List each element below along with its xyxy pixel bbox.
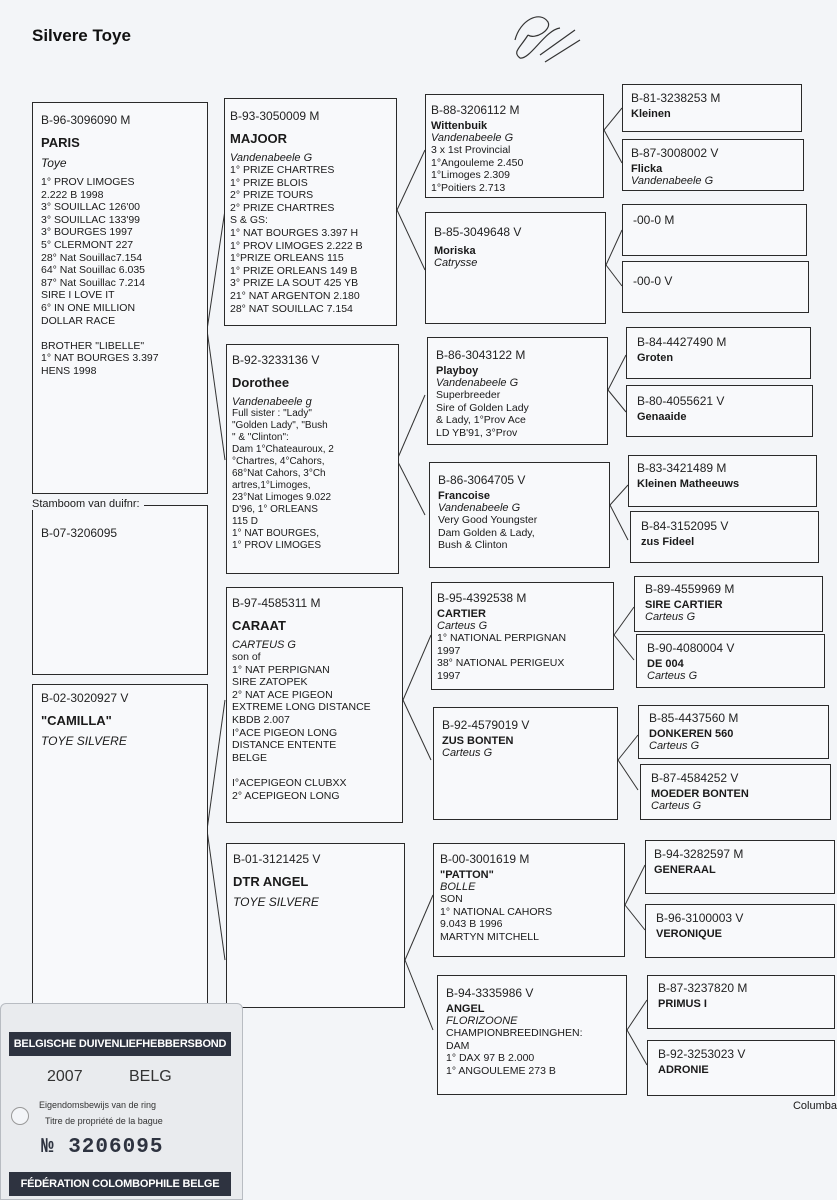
breeder-name: Catrysse [434, 257, 478, 269]
connector-line [207, 830, 225, 960]
gen4-box-2 [622, 139, 804, 191]
card-org-bottom: FÉDÉRATION COLOMBOPHILE BELGE [9, 1172, 231, 1196]
connector-line [405, 895, 433, 960]
gen4-box-8 [630, 511, 819, 563]
pigeon-name: Francoise [438, 490, 490, 502]
dam-dam-box [226, 843, 405, 1008]
gen4-box-3 [622, 204, 807, 256]
ring-number: B-00-3001619 M [440, 852, 530, 866]
ring-number: B-94-3282597 M [654, 847, 744, 861]
gen3-box-4 [429, 462, 610, 568]
pigeon-notes: Full sister : "Lady" "Golden Lady", "Bush " & "Clinton": Dam 1°Chateauroux, 2 °Chartres, 4°Cahors, 68°Nat Cahors, 3°Ch artres,1°Limoges, 23°Nat Limoges 9.022 D'96, 1° ORLEANS 115 D 1° NAT BOURGES, 1° PROV LIMOGES [232, 408, 334, 551]
connector-line [614, 635, 634, 660]
pigeon-name: Dorothee [232, 375, 290, 390]
card-line-nl: Eigendomsbewijs van de ring [39, 1100, 157, 1110]
connector-line [397, 395, 425, 460]
pigeon-name: ADRONIE [658, 1064, 709, 1076]
pigeon-notes: son of 1° NAT PERPIGNAN SIRE ZATOPEK 2° NAT ACE PIGEON EXTREME LONG DISTANCE KBDB 2.007 I°ACE PIGEON LONG DISTANCE ENTENTE BELGE I°ACEPIGEON CLUBXX 2° ACEPIGEON LONG [232, 651, 371, 802]
gen4-box-13 [645, 840, 835, 894]
pigeon-name: SIRE CARTIER [645, 599, 723, 611]
subject-breeder: Toye [41, 156, 67, 170]
connector-line [625, 865, 645, 905]
pigeon-name: MAJOOR [230, 131, 288, 146]
ring-number: B-01-3121425 V [233, 852, 321, 866]
pigeon-name: CARTIER [437, 608, 486, 620]
subject-name: PARIS [41, 135, 80, 150]
sire-dam-box [226, 344, 399, 574]
connector-line [604, 108, 622, 130]
gen3-box-1 [425, 94, 604, 198]
pigeon-name: Genaaide [637, 411, 687, 423]
gen4-box-6 [626, 385, 813, 437]
ring-number: B-87-3008002 V [631, 146, 719, 160]
pigeon-name: Flicka [631, 163, 663, 175]
connector-line [397, 210, 425, 270]
connector-line [207, 210, 225, 330]
ring-number: B-85-4437560 M [649, 711, 739, 725]
gen4-box-5 [626, 327, 811, 379]
stamboom-box [32, 505, 208, 675]
connector-line [403, 635, 431, 700]
breeder-name: Carteus G [437, 620, 488, 632]
gen3-box-6 [433, 707, 618, 820]
ring-number: B-81-3238253 M [631, 91, 721, 105]
signature-top [515, 17, 580, 62]
ring-number: -00-0 M [633, 213, 675, 227]
ring-number: B-87-3237820 M [658, 981, 748, 995]
ring-number: B-92-3233136 V [232, 353, 320, 367]
footer-brand: Columba [792, 1100, 837, 1112]
ring-number: B-93-3050009 M [230, 109, 320, 123]
page-title: Silvere Toye [32, 26, 131, 45]
connector-line [608, 355, 626, 390]
connector-line [405, 960, 433, 1030]
connector-line [627, 1030, 647, 1065]
breeder-name: Vandenabeele G [230, 152, 313, 164]
pigeon-notes: CHAMPIONBREEDINGHEN: DAM 1° DAX 97 B 2.000 1° ANGOULEME 273 B [446, 1027, 583, 1077]
ring-number: B-80-4055621 V [637, 394, 725, 408]
breeder-name: Vandenabeele G [431, 132, 514, 144]
pigeon-name: Playboy [436, 365, 479, 377]
breeder-name: CARTEUS G [232, 639, 296, 651]
connector-line [397, 150, 425, 210]
connector-line [625, 905, 645, 930]
gen3-box-7 [433, 843, 625, 957]
pigeon-name: Groten [637, 352, 674, 364]
ring-number: B-88-3206112 M [431, 103, 520, 117]
pigeon-name: Kleinen Matheeuws [637, 478, 740, 490]
gen4-box-16 [647, 1040, 835, 1096]
pigeon-name: DONKEREN 560 [649, 728, 734, 740]
connector-line [618, 735, 638, 760]
stamboom-ring: B-07-3206095 [41, 526, 118, 540]
connector-line [606, 230, 622, 265]
subject-pigeon-box [32, 102, 208, 494]
breeder-name: Vandenabeele G [438, 502, 521, 514]
gen4-box-7 [628, 455, 817, 507]
gen4-box-11 [638, 705, 829, 759]
pigeon-name: GENERAAL [654, 864, 716, 876]
ring-ownership-card [0, 1003, 243, 1200]
breeder-name: Carteus G [651, 800, 702, 812]
sire-box [224, 98, 397, 326]
breeder-name: Vandenabeele G [436, 377, 519, 389]
gen3-box-2 [425, 212, 606, 324]
card-country: BELG [129, 1068, 172, 1085]
pigeon-name: zus Fideel [641, 536, 695, 548]
gen4-box-10 [636, 634, 825, 688]
card-year: 2007 [47, 1068, 83, 1085]
breeder-name: Carteus G [649, 740, 700, 752]
pigeon-name: Kleinen [631, 108, 671, 120]
connector-line [610, 505, 628, 540]
ring-number: B-83-3421489 M [637, 461, 727, 475]
subject-notes: 1° PROV LIMOGES 2.222 B 1998 3° SOUILLAC 126'00 3° SOUILLAC 133'99 3° BOURGES 1997 5° CLERMONT 227 28° Nat Souillac7.154 64° Nat Souillac 6.035 87° Nat Souillac 7.214 SIRE I LOVE IT 6° IN ONE MILLION DOLLAR RACE BROTHER "LIBELLE" 1° NAT BOURGES 3.397 HENS 1998 [41, 176, 159, 377]
pigeon-name: DTR ANGEL [233, 874, 309, 889]
pigeon-notes: 1° PRIZE CHARTRES 1° PRIZE BLOIS 2° PRIZE TOURS 2° PRIZE CHARTRES S & GS: 1° NAT BOURGES 3.397 H 1° PROV LIMOGES 2.222 B 1°PRIZE ORLEANS 115 1° PRIZE ORLEANS 149 B 3° PRIZE LA SOUT 425 YB 21° NAT ARGENTON 2.180 28° NAT SOUILLAC 7.154 [230, 164, 363, 315]
gen3-box-5 [431, 582, 614, 690]
ring-number: B-92-4579019 V [442, 718, 530, 732]
pigeon-name: VERONIQUE [656, 928, 723, 940]
breeder-name: Carteus G [647, 670, 698, 682]
ring-number: B-86-3064705 V [438, 473, 526, 487]
breeder-name: Vandenabeele g [232, 396, 312, 408]
pigeon-name: ZUS BONTEN [442, 735, 514, 747]
gen3-box-8 [437, 975, 627, 1095]
gen3-box-3 [427, 337, 608, 445]
pigeon-name: Wittenbuik [431, 120, 488, 132]
connector-line [608, 390, 626, 412]
stamboom-legend: Stamboom van duifnr: [28, 498, 144, 510]
connector-line [403, 700, 431, 760]
breeder-name: FLORIZOONE [446, 1015, 518, 1027]
dam-ring: B-02-3020927 V [41, 691, 129, 705]
connector-line [604, 130, 622, 163]
pigeon-name: MOEDER BONTEN [651, 788, 749, 800]
ring-number: B-84-3152095 V [641, 519, 729, 533]
pigeon-notes: SON 1° NATIONAL CAHORS 9.043 B 1996 MARTYN MITCHELL [440, 893, 553, 943]
dam-breeder: TOYE SILVERE [41, 734, 127, 748]
gen4-box-12 [640, 764, 831, 820]
ring-number: -00-0 V [633, 274, 673, 288]
dam-name: "CAMILLA" [41, 713, 112, 728]
ring-number: B-87-4584252 V [651, 771, 739, 785]
ring-number: B-92-3253023 V [658, 1047, 746, 1061]
breeder-name: Carteus G [442, 747, 493, 759]
connector-line [207, 700, 225, 830]
gen4-box-4 [622, 261, 809, 313]
pigeon-name: DE 004 [647, 658, 684, 670]
ring-number: B-89-4559969 M [645, 582, 735, 596]
connector-line [618, 760, 638, 790]
breeder-name: Carteus G [645, 611, 696, 623]
dam-pigeon-box [32, 684, 208, 1014]
ring-number: B-85-3049648 V [434, 225, 522, 239]
card-punch-hole-icon [11, 1107, 29, 1125]
connector-line [606, 265, 622, 286]
connector-line [397, 460, 425, 515]
gen4-box-9 [634, 576, 823, 632]
pigeon-notes: Very Good Youngster Dam Golden & Lady, Bush & Clinton [438, 514, 538, 552]
ring-number: B-90-4080004 V [647, 641, 735, 655]
pigeon-name: PRIMUS I [658, 998, 707, 1010]
pigeon-notes: 1° NATIONAL PERPIGNAN 1997 38° NATIONAL PERIGEUX 1997 [437, 632, 567, 682]
ring-number: B-97-4585311 M [232, 596, 321, 610]
card-line-fr: Titre de propriété de la bague [45, 1116, 163, 1126]
pigeon-name: Moriska [434, 245, 476, 257]
ring-number: B-86-3043122 M [436, 348, 526, 362]
connector-line [614, 607, 634, 635]
ring-number: B-95-4392538 M [437, 591, 527, 605]
breeder-name: TOYE SILVERE [233, 895, 319, 909]
subject-ring: B-96-3096090 M [41, 113, 131, 127]
pigeon-name: "PATTON" [440, 869, 494, 881]
ring-number: B-94-3335986 V [446, 986, 534, 1000]
pigeon-name: ANGEL [446, 1003, 485, 1015]
ring-number: B-84-4427490 M [637, 335, 727, 349]
connector-line [207, 330, 225, 460]
connector-line [627, 1000, 647, 1030]
dam-sire-box [226, 587, 403, 823]
gen4-box-14 [645, 904, 835, 958]
connector-line [610, 485, 628, 505]
ring-number: B-96-3100003 V [656, 911, 744, 925]
breeder-name: BOLLE [440, 881, 476, 893]
breeder-name: Vandenabeele G [631, 175, 714, 187]
gen4-box-1 [622, 84, 802, 132]
pigeon-name: CARAAT [232, 618, 286, 633]
card-org-top: BELGISCHE DUIVENLIEFHEBBERSBOND [9, 1032, 231, 1056]
pigeon-notes: 3 x 1st Provincial 1°Angouleme 2.450 1°Limoges 2.309 1°Poitiers 2.713 [431, 144, 524, 194]
gen4-box-15 [647, 975, 835, 1029]
pigeon-notes: Superbreeder Sire of Golden Lady & Lady, 1°Prov Ace LD YB'91, 3°Prov [436, 389, 529, 439]
card-ring-number: № 3206095 [41, 1136, 164, 1159]
